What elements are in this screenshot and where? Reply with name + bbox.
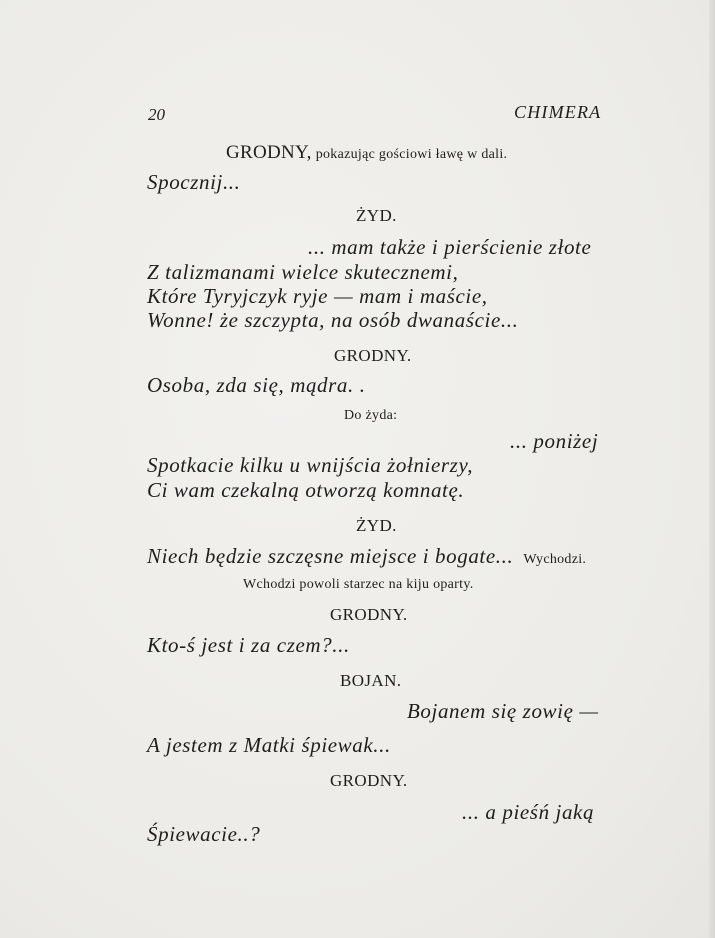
verse-line: Spocznij... — [147, 170, 241, 194]
verse-line: Śpiewacie..? — [147, 822, 261, 846]
verse-line: ... a pieśń jaką — [462, 800, 595, 824]
stage-direction: pokazując gościowi ławę w dali. — [315, 147, 508, 162]
stage-direction: Wychodzi. — [523, 552, 587, 567]
verse-line: ... mam także i pierścienie złote — [308, 235, 592, 259]
speaker-heading: ŻYD. — [356, 516, 397, 535]
page-edge — [709, 0, 715, 938]
running-title: CHIMERA — [514, 102, 602, 122]
verse-line: Ci wam czekalną otworzą komnatę. — [147, 478, 465, 502]
stage-direction: Do żyda: — [344, 408, 398, 423]
verse-line: Z talizmanami wielce skutecznemi, — [147, 260, 459, 284]
verse-line: A jestem z Matki śpiewak... — [147, 733, 391, 757]
speaker-heading: BOJAN. — [340, 671, 402, 690]
verse-line: Które Tyryjczyk ryje — mam i maście, — [147, 284, 488, 308]
speaker-heading: GRODNY. — [330, 605, 408, 624]
verse-line: Wonne! że szczypta, na osób dwanaście... — [147, 308, 519, 332]
verse-with-stage — [147, 544, 586, 569]
verse-line: Bojanem się zowię — — [407, 699, 599, 723]
speaker-name: GRODNY, — [226, 142, 312, 163]
speaker-heading: GRODNY. — [330, 771, 408, 790]
verse-line: Niech będzie szczęsne miejsce i bogate... — [147, 544, 514, 568]
verse-line: Spotkacie kilku u wnijścia żołnierzy, — [147, 453, 474, 477]
verse-line: Osoba, zda się, mądra. . — [147, 373, 366, 397]
page-number: 20 — [148, 105, 165, 124]
verse-line: Kto-ś jest i za czem?... — [147, 633, 350, 657]
verse-line: ... poniżej — [510, 429, 599, 453]
stage-line-grodny-1 — [226, 142, 507, 164]
speaker-heading: GRODNY. — [334, 346, 412, 365]
stage-direction: Wchodzi powoli starzec na kiju oparty. — [243, 577, 474, 592]
speaker-heading: ŻYD. — [356, 206, 397, 225]
